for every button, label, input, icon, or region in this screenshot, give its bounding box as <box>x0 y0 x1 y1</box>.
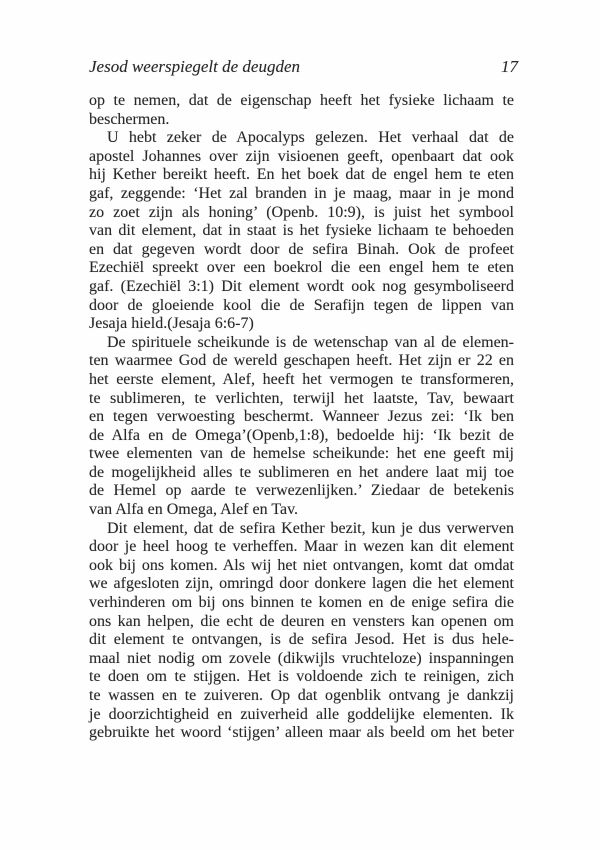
text-line: je doorzichtigheid en zuiverheid alle goddelijke elementen. Ik <box>89 705 514 723</box>
text-line: verhinderen om bij ons binnen te komen en de enige sefira die <box>89 594 514 612</box>
text-line: gaf. (Ezechiël 3:1) Dit element wordt ook nog gesymboliseerd <box>89 277 514 295</box>
paragraph <box>89 334 514 520</box>
text-line: en dat gegeven wordt door de sefira Binah. Ook de profeet <box>89 240 514 258</box>
text-line: op te nemen, dat de eigenschap heeft het fysieke lichaam te <box>89 92 514 109</box>
paragraph <box>89 129 514 334</box>
text-line: de Alfa en de Omega’(Openb,1:8), bedoelde hij: ‘Ik bezit de <box>89 426 514 444</box>
text-line: Ezechiël spreekt over een boekrol die een engel hem te eten <box>89 259 514 277</box>
text-line: zo zoet zijn als honing’ (Openb. 10:9), is juist het symbool <box>89 203 514 221</box>
text-line: te doen om te stijgen. Het is voldoende zich te reinigen, zich <box>89 668 514 686</box>
running-header <box>89 57 518 77</box>
text-line: te wassen en te zuiveren. Op dat ogenblik ontvang je dankzij <box>89 687 514 704</box>
text-line: de Hemel op aarde te verwezenlijken.’ Ziedaar de betekenis <box>89 482 514 500</box>
text-line: beschermen. <box>89 110 170 128</box>
text-line: en tegen verwoesting beschermt. Wanneer Jezus zei: ‘Ik ben <box>89 408 514 426</box>
text-line: Jesaja hield.(Jesaja 6:6-7) <box>89 315 254 333</box>
text-line: door de gloeiende kool die de Serafijn tegen de lippen van <box>89 296 514 314</box>
text-line: U hebt zeker de Apocalyps gelezen. Het verhaal dat de <box>107 129 514 147</box>
text-line: maal niet nodig om zovele (dikwijls vruchteloze) inspanningen <box>89 649 514 667</box>
text-line: te sublimeren, te verlichten, terwijl het laatste, Tav, bewaart <box>89 389 514 407</box>
page-body <box>89 92 514 743</box>
text-line: van Alfa en Omega, Alef en Tav. <box>89 501 299 519</box>
text-line: ook bij ons komen. Als wij het niet ontvangen, komt dat omdat <box>89 556 514 574</box>
text-line: door je heel hoog te verheffen. Maar in wezen kan dit element <box>89 538 514 556</box>
text-line: gebruikte het woord ‘stijgen’ alleen maar als beeld om het beter <box>89 724 514 742</box>
paragraph <box>89 520 514 743</box>
text-line: twee elementen van de hemelse scheikunde: het ene geeft mij <box>89 445 514 463</box>
text-line: apostel Johannes over zijn visioenen geeft, openbaart dat ook <box>89 147 514 165</box>
text-line: van dit element, dat in staat is het fysieke lichaam te behoeden <box>89 222 514 240</box>
text-line: hij Kether bereikt heeft. En het boek dat de engel hem te eten <box>89 166 514 184</box>
text-line: ten waarmee God de wereld geschapen heeft. Het zijn er 22 en <box>89 352 514 370</box>
text-line: het eerste element, Alef, heeft het vermogen te transformeren, <box>89 370 514 388</box>
text-line: de mogelijkheid alles te sublimeren en het andere laat mij toe <box>89 463 514 481</box>
text-line: ons kan helpen, die echt de deuren en vensters kan openen om <box>89 612 514 630</box>
page-number: 17 <box>501 57 518 76</box>
text-line: we afgesloten zijn, omringd door donkere lagen die het element <box>89 575 514 593</box>
paragraph <box>89 92 514 129</box>
chapter-title: Jesod weerspiegelt de deugden <box>89 57 301 76</box>
text-line: dit element te ontvangen, is de sefira Jesod. Het is dus hele- <box>89 631 514 649</box>
text-line: gaf, zeggende: ‘Het zal branden in je maag, maar in je mond <box>89 184 514 202</box>
text-line: De spirituele scheikunde is de wetenschap van al de elemen- <box>107 333 514 351</box>
text-line: Dit element, dat de sefira Kether bezit, kun je dus verwerven <box>107 519 514 537</box>
